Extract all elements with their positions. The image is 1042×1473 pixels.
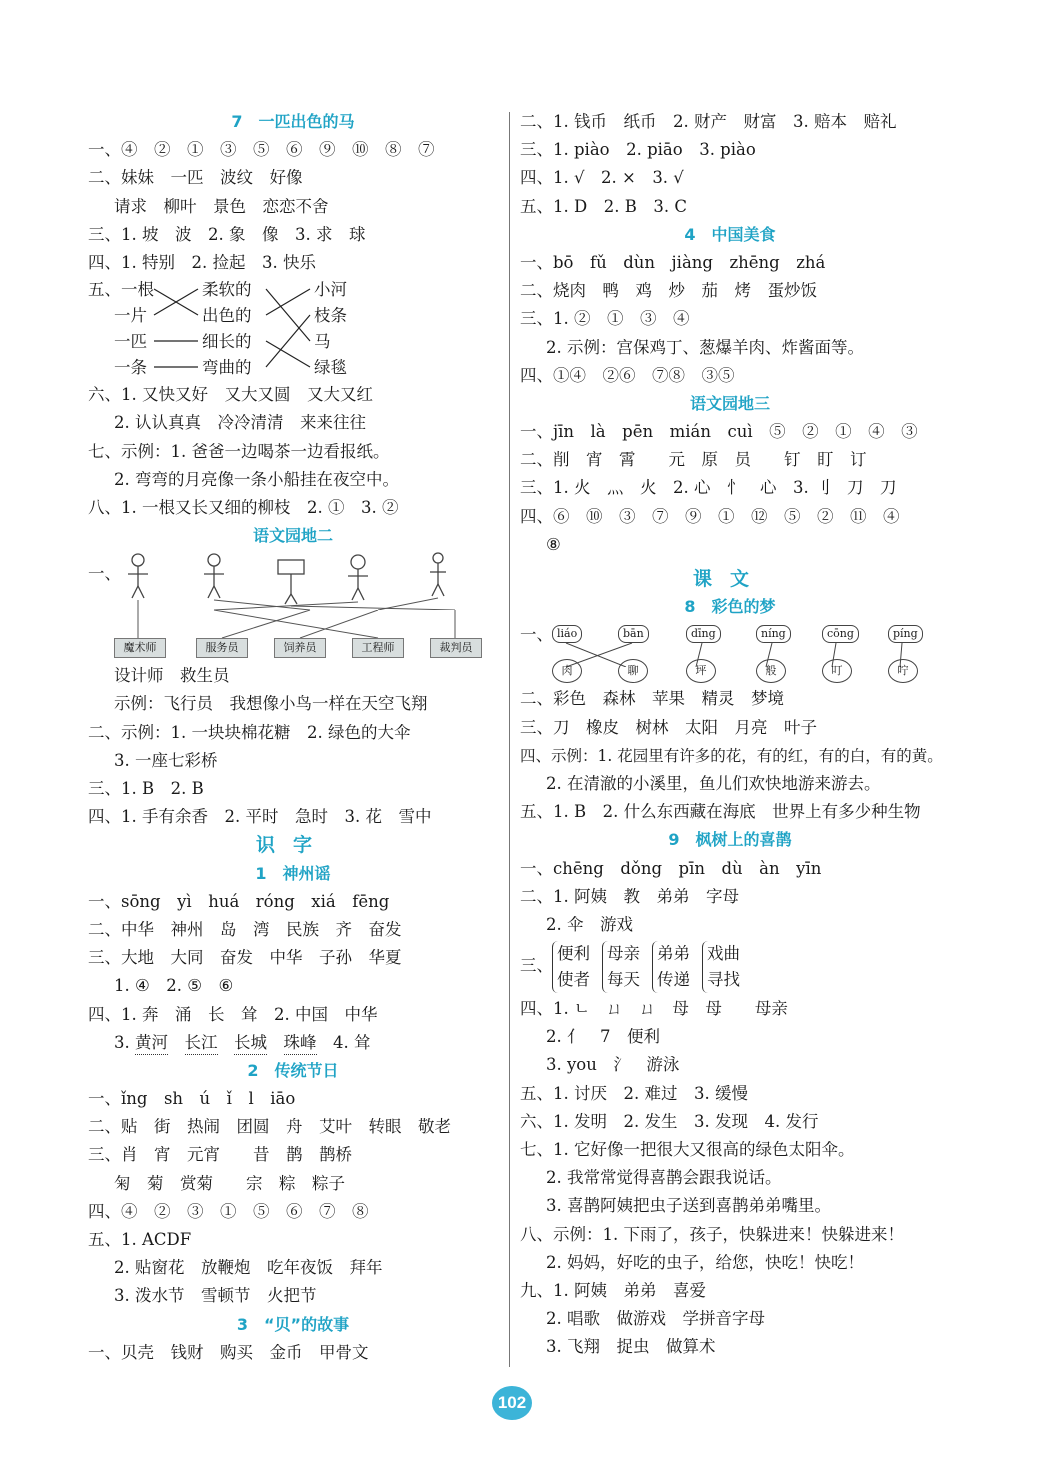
underlined-word: 长城	[234, 1029, 267, 1057]
flower-char: 咛	[888, 659, 918, 683]
answer-line: 二、示例：1. 一块块棉花糖 2. 绿色的大伞	[88, 722, 411, 742]
answer-line: 七、示例：1. 爸爸一边喝茶一边看报纸。	[88, 441, 390, 461]
answer-line: 一、ǐng sh ú ǐ l iāo	[88, 1089, 296, 1109]
answer-line: 一、bō fǔ dùn jiàng zhēng zhá	[520, 252, 826, 272]
answer-line: 二、1. 钱币 纸币 2. 财产 财富 3. 赔本 赔礼	[520, 112, 897, 131]
match-mid-item: 出色的	[202, 306, 252, 326]
answer-line: 四、1. ㄴ ㄩ ㄩ 母 母 母亲	[520, 999, 788, 1019]
pinyin-tag: dīng	[686, 625, 721, 643]
answer-line: 五、1. 讨厌 2. 难过 3. 缓慢	[520, 1083, 748, 1103]
answer-line: 三、1. piào 2. piāo 3. piào	[520, 140, 756, 160]
section-title-shizi: 识字	[255, 834, 330, 857]
brace-group: 弟弟 传递	[652, 941, 690, 993]
match-left-item: 五、一根	[88, 280, 154, 300]
answer-line: 三、1. 坡 波 2. 象 像 3. 求 球	[88, 224, 366, 244]
pinyin-tag: níng	[756, 625, 791, 643]
match-mid-item: 弯曲的	[202, 358, 252, 378]
answer-suffix: 4. 耸	[333, 1032, 371, 1052]
answer-line: 四、1. 奔 涌 长 耸 2. 中国 中华	[88, 1004, 378, 1024]
answer-line: 四、1. 手有余香 2. 平时 急时 3. 花 雪中	[88, 807, 432, 827]
lesson-7-title: 7 一匹出色的马	[231, 112, 355, 131]
answer-line: 七、1. 它好像一把很大又很高的绿色太阳伞。	[520, 1140, 855, 1159]
answer-line: 二、烧肉 鸭 鸡 炒 茄 烤 蛋炒饭	[520, 281, 817, 301]
pinyin-matching-figure	[520, 621, 940, 685]
brace-group: 便利 使者	[552, 941, 590, 993]
match-right-item: 枝条	[314, 306, 347, 326]
answer-line: 示例：飞行员 我想像小鸟一样在天空飞翔	[114, 694, 428, 714]
pinyin-tag: bān	[618, 625, 649, 643]
answer-line: 四、④ ② ③ ① ⑤ ⑥ ⑦ ⑧	[88, 1201, 369, 1221]
answer-line: 设计师 救生员	[114, 666, 230, 686]
answer-line: 2. 示例：宫保鸡丁、葱爆羊肉、炸酱面等。	[546, 337, 864, 357]
answer-line: 3. 飞翔 捉虫 做算术	[546, 1337, 716, 1357]
answer-line: 六、1. 又快又好 又大又圆 又大又红	[88, 385, 373, 405]
column-divider	[509, 112, 510, 1367]
answer-line: 2. 唱歌 做游戏 学拼音字母	[546, 1309, 765, 1329]
answer-line: 三、1. ② ① ③ ④	[520, 309, 690, 329]
lesson-2-title: 2 传统节日	[247, 1060, 339, 1080]
connector-lines	[110, 610, 480, 638]
match-right-item: 马	[314, 332, 331, 352]
flower-char: 坪	[686, 659, 716, 683]
pinyin-tag: liáo	[552, 625, 582, 643]
answer-line: 五、1. ACDF	[88, 1230, 192, 1249]
matching-exercise	[88, 277, 498, 381]
match-left-item: 一片	[114, 306, 147, 326]
job-label: 裁判员	[430, 638, 482, 658]
job-label: 工程师	[352, 638, 404, 658]
left-column	[88, 108, 498, 1367]
match-mid-item: 细长的	[202, 332, 252, 352]
answer-line: 2. 认认真真 冷冷清清 来来往往	[114, 413, 366, 433]
answer-line: 五、1. D 2. B 3. C	[520, 196, 687, 216]
match-left-item: 一条	[114, 358, 147, 378]
answer-line-label: 一、	[88, 564, 121, 584]
answer-line-label: 一、	[520, 625, 553, 645]
answer-line: 二、贴 街 热闹 团圆 舟 艾叶 转眼 敬老	[88, 1117, 451, 1137]
answer-line: ⑧	[546, 534, 561, 554]
brace-groups	[520, 939, 940, 995]
flower-char: 肉	[552, 659, 582, 683]
job-label: 魔术师	[114, 638, 166, 658]
answer-line: 2. 妈妈，好吃的虫子，给您，快吃！快吃！	[546, 1252, 864, 1272]
answer-line: 三、肖 宵 元宵 昔 鹊 鹊桥	[88, 1145, 352, 1165]
page-number: 102	[492, 1386, 532, 1420]
lesson-9-title: 9 枫树上的喜鹊	[668, 830, 792, 850]
match-mid-item: 柔软的	[202, 280, 252, 300]
answer-line-underlined	[88, 1029, 498, 1057]
answer-line: 一、chēng dǒng pīn dù àn yīn	[520, 858, 822, 878]
answer-line-label: 三、	[520, 956, 553, 976]
answer-line: 九、1. 阿姨 弟弟 喜爱	[520, 1280, 706, 1300]
answer-line: 二、妹妹 一匹 波纹 好像	[88, 168, 303, 188]
brace-group: 母亲 每天	[602, 941, 640, 993]
figure-illustrations	[110, 550, 480, 610]
job-label: 服务员	[196, 638, 248, 658]
answer-line: 3. 喜鹊阿姨把虫子送到喜鹊弟弟嘴里。	[546, 1196, 831, 1216]
answer-line: 2. 我常常觉得喜鹊会跟我说话。	[546, 1168, 782, 1188]
answer-line: 四、示例：1. 花园里有许多的花，有的红，有的白，有的黄。	[520, 746, 943, 765]
answer-line: 二、彩色 森林 苹果 精灵 梦境	[520, 689, 784, 709]
underlined-word: 珠峰	[284, 1029, 317, 1057]
brace-group: 戏曲 寻找	[702, 941, 740, 993]
answer-line: 三、1. B 2. B	[88, 779, 204, 798]
answer-line: 二、1. 阿姨 教 弟弟 字母	[520, 886, 739, 906]
answer-line: 3. you 氵 游泳	[546, 1055, 680, 1075]
flower-char: 般	[756, 659, 786, 683]
lesson-8-title: 8 彩色的梦	[684, 597, 776, 617]
match-right-item: 小河	[314, 280, 347, 300]
answer-line: 三、1. 火 灬 火 2. 心 忄 心 3. 刂 刀 刀	[520, 478, 897, 498]
lesson-1-title: 1 神州谣	[255, 863, 331, 883]
answer-line: 五、1. B 2. 什么东西藏在海底 世界上有多少种生物	[520, 802, 921, 822]
answer-line: 四、⑥ ⑩ ③ ⑦ ⑨ ① ⑫ ⑤ ② ⑪ ④	[520, 506, 900, 526]
lesson-4-title: 4 中国美食	[684, 224, 776, 244]
lesson-3-title: 3 “贝”的故事	[236, 1314, 350, 1334]
answer-line: 三、刀 橡皮 树林 太阳 月亮 叶子	[520, 717, 817, 737]
job-labels	[110, 638, 480, 662]
answer-line: 匊 菊 赏菊 宗 粽 粽子	[114, 1173, 345, 1193]
figure-person-icon	[128, 553, 446, 604]
job-label: 饲养员	[274, 638, 326, 658]
answer-line: 2. 亻 7 便利	[546, 1027, 660, 1047]
match-left-item: 一匹	[114, 332, 147, 352]
answer-line: 四、①④ ②⑥ ⑦⑧ ③⑤	[520, 365, 735, 385]
right-column	[520, 108, 943, 1362]
flower-char: 聊	[618, 659, 648, 683]
answer-line: 四、1. 特别 2. 捡起 3. 快乐	[88, 252, 316, 272]
answer-line: 2. 伞 游戏	[546, 914, 633, 934]
answer-line: 八、1. 一根又长又细的柳枝 2. ① 3. ②	[88, 497, 399, 517]
answer-line: 一、④ ② ① ③ ⑤ ⑥ ⑨ ⑩ ⑧ ⑦	[88, 140, 435, 160]
pinyin-match-lines	[546, 643, 936, 667]
answer-line: 3. 泼水节 雪顿节 火把节	[114, 1286, 317, 1306]
answer-line: 一、贝壳 钱财 购买 金币 甲骨文	[88, 1342, 369, 1362]
underlined-word: 长江	[185, 1029, 218, 1057]
answer-line: 2. 贴窗花 放鞭炮 吃年夜饭 拜年	[114, 1258, 383, 1278]
answer-line: 请求 柳叶 景色 恋恋不舍	[114, 196, 329, 216]
occupation-matching-figure	[88, 550, 498, 662]
answer-line: 2. 在清澈的小溪里，鱼儿们欢快地游来游去。	[546, 773, 881, 793]
pinyin-tag: píng	[888, 625, 923, 643]
answer-prefix: 3.	[114, 1032, 135, 1052]
answer-line: 八、示例：1. 下雨了，孩子，快躲进来！快躲进来！	[520, 1224, 904, 1244]
garden-2-title: 语文园地二	[252, 526, 333, 546]
answer-line: 二、削 宵 霄 元 原 员 钉 盯 订	[520, 450, 867, 470]
answer-line: 六、1. 发明 2. 发生 3. 发现 4. 发行	[520, 1111, 819, 1131]
garden-3-title: 语文园地三	[689, 393, 770, 413]
section-title-kewen: 课文	[692, 568, 767, 590]
flower-char: 叮	[822, 659, 852, 683]
match-right-item: 绿毯	[314, 358, 347, 378]
answer-line: 一、jīn là pēn mián cuì ⑤ ② ① ④ ③	[520, 422, 918, 442]
answer-line: 二、中华 神州 岛 湾 民族 齐 奋发	[88, 919, 402, 939]
answer-line: 1. ④ 2. ⑤ ⑥	[114, 976, 234, 996]
answer-line: 三、大地 大同 奋发 中华 子孙 华夏	[88, 948, 402, 968]
answer-line: 一、sōng yì huá róng xiá fēng	[88, 891, 390, 911]
pinyin-tag: cōng	[822, 625, 859, 643]
answer-line: 四、1. √ 2. × 3. √	[520, 168, 684, 188]
underlined-word: 黄河	[135, 1029, 168, 1057]
answer-line: 3. 一座七彩桥	[114, 750, 218, 770]
answer-line: 2. 弯弯的月亮像一条小船挂在夜空中。	[114, 469, 399, 489]
